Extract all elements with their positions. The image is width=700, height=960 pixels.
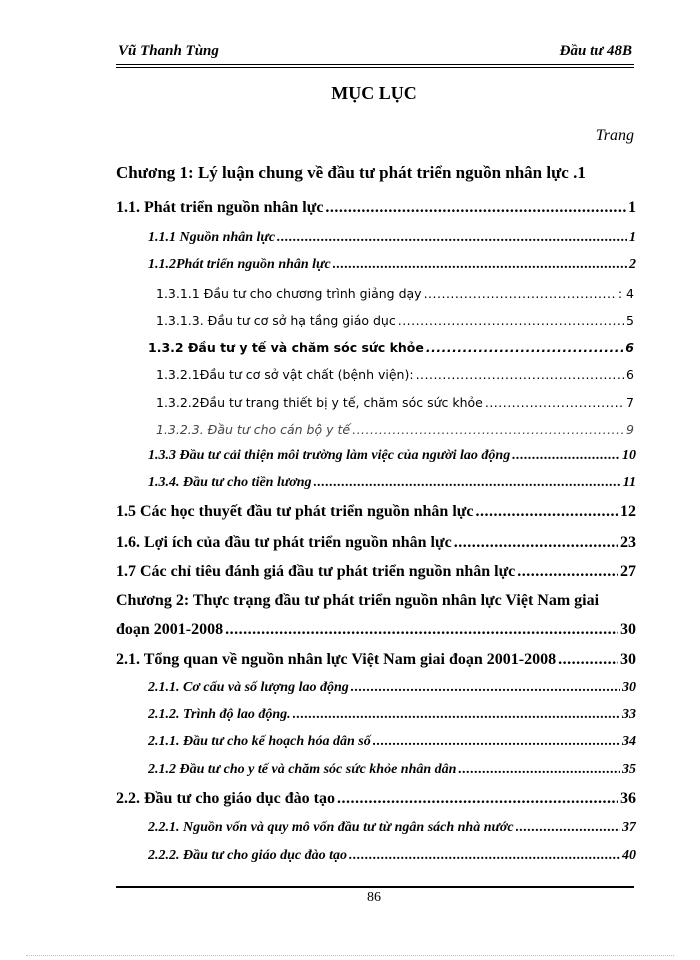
toc-entry-page: 33 (622, 707, 636, 722)
toc-entry-text: 1.1.1 Nguồn nhân lực (148, 230, 276, 245)
toc-entry-text: 2.2. Đầu tư cho giáo dục đào tạo (116, 790, 335, 807)
header-author: Vũ Thanh Tùng (118, 43, 219, 59)
toc-dot-leader (337, 790, 618, 808)
toc-entry-text: 1.5 Các học thuyết đầu tư phát triển nguồn nhân lực (116, 503, 474, 520)
toc-entry-text: 2.2.2. Đầu tư cho giáo dục đào tạo (148, 848, 347, 863)
toc-entry[interactable] (148, 475, 636, 491)
toc-entry-text: 1.1.2Phát triển nguồn nhân lực (148, 257, 331, 272)
toc-entry-page: 27 (620, 563, 636, 580)
toc-entry-page: 6 (626, 367, 634, 382)
toc-entry-text: 1.3.2.1Đầu tư cơ sở vật chất (bệnh viện): (156, 367, 414, 382)
toc-entry-text: 1.7 Các chỉ tiêu đánh giá đầu tư phát triển nguồn nhân lực (116, 563, 516, 580)
toc-dot-leader (426, 340, 623, 355)
toc-dot-leader (314, 475, 621, 491)
toc-entry[interactable] (148, 820, 636, 836)
toc-entry[interactable] (148, 680, 636, 696)
toc-entry-page: 9 (626, 422, 634, 437)
toc-dot-leader (485, 395, 624, 410)
page-column-label: Trang (595, 127, 634, 144)
toc-chapter-2-line2[interactable] (116, 621, 636, 639)
toc-entry[interactable] (116, 563, 636, 581)
toc-entry-page: 10 (622, 448, 636, 463)
toc-entry-page: 36 (620, 790, 636, 807)
toc-entry-page: 23 (620, 534, 636, 551)
toc-entry[interactable] (116, 503, 636, 521)
toc-entry-text: 1.3.2.2Đầu tư trang thiết bị y tế, chăm sóc sức khỏe (156, 395, 483, 410)
header-rule-double (116, 67, 634, 68)
toc-entry-text: 1.3.1.1 Đầu tư cho chương trình giảng dạy (156, 286, 422, 301)
toc-entry[interactable] (116, 199, 636, 217)
toc-entry-text: 2.1.1. Đầu tư cho kế hoạch hóa dân số (148, 734, 371, 749)
toc-chapter-1[interactable] (116, 163, 586, 183)
toc-entry[interactable] (148, 340, 634, 355)
toc-entry[interactable] (148, 257, 636, 273)
toc-entry[interactable] (148, 762, 636, 778)
toc-entry[interactable] (116, 790, 636, 808)
toc-entry-dots: . (573, 163, 578, 182)
toc-entry-text: 2.1.2 Đầu tư cho y tế và chăm sóc sức khỏe nhân dân (148, 762, 457, 777)
toc-dot-leader (517, 563, 618, 581)
toc-entry[interactable] (156, 422, 634, 437)
toc-dot-leader (277, 230, 627, 246)
header-rule (116, 64, 634, 65)
toc-entry-page: : 4 (617, 286, 634, 301)
toc-entry-page: 5 (626, 313, 634, 328)
toc-entry-text: 1.3.3 Đầu tư cải thiện môi trường làm việc của người lao động (148, 448, 511, 463)
toc-dot-leader (398, 313, 624, 328)
toc-entry[interactable] (148, 848, 636, 864)
toc-dot-leader (512, 448, 620, 464)
toc-entry[interactable] (116, 651, 636, 669)
toc-entry-page: 30 (622, 680, 636, 695)
toc-dot-leader (351, 680, 620, 696)
toc-entry-text: 1.3.4. Đầu tư cho tiền lương (148, 475, 312, 490)
running-header (116, 40, 634, 64)
toc-dot-leader (225, 621, 618, 639)
toc-dot-leader (293, 707, 620, 723)
toc-entry-page: 2 (629, 257, 636, 272)
toc-dot-leader (416, 367, 624, 382)
toc-dot-leader (424, 286, 616, 301)
toc-entry[interactable] (156, 313, 634, 328)
toc-entry-page: 30 (620, 621, 636, 638)
toc-entry-page: 1 (628, 199, 636, 216)
toc-entry-text: 2.1.1. Cơ cấu và số lượng lao động (148, 680, 349, 695)
page-title: MỤC LỤC (331, 83, 417, 103)
footer-rule (116, 886, 634, 888)
toc-entry-page: 30 (620, 651, 636, 668)
toc-dot-leader (454, 534, 618, 552)
toc-dot-leader (349, 848, 620, 864)
toc-entry-text: Chương 1: Lý luận chung về đầu tư phát triển nguồn nhân lực (116, 163, 569, 182)
toc-entry-text: 2.1.2. Trình độ lao động. (148, 707, 291, 722)
toc-entry[interactable] (148, 230, 636, 246)
toc-entry[interactable] (148, 448, 636, 464)
toc-dot-leader (475, 503, 618, 521)
toc-entry-text: 2.2.1. Nguồn vốn và quy mô vốn đầu tư từ ngân sách nhà nước (148, 820, 514, 835)
toc-entry-page: 40 (622, 848, 636, 863)
toc-dot-leader (325, 199, 626, 217)
toc-dot-leader (333, 257, 627, 273)
toc-entry[interactable] (156, 367, 634, 382)
toc-entry-page: 11 (622, 475, 636, 490)
toc-dot-leader (373, 734, 620, 750)
toc-entry-text: 2.1. Tổng quan về nguồn nhân lực Việt Nam giai đoạn 2001-2008 (116, 651, 557, 668)
toc-entry[interactable] (116, 534, 636, 552)
toc-entry-page: 12 (620, 503, 636, 520)
toc-entry[interactable] (148, 734, 636, 750)
toc-entry-page: 34 (622, 734, 636, 749)
toc-dot-leader (352, 422, 624, 437)
toc-entry-page: 1 (577, 163, 586, 182)
toc-entry-page: 37 (622, 820, 636, 835)
header-class: Đầu tư 48B (559, 43, 632, 59)
toc-entry-page: 1 (629, 230, 636, 245)
toc-entry-text: 1.6. Lợi ích của đầu tư phát triển nguồn nhân lực (116, 534, 452, 551)
toc-entry[interactable] (156, 395, 634, 410)
toc-entry[interactable] (156, 286, 634, 301)
page-number: 86 (367, 890, 381, 905)
toc-entry-text: 1.1. Phát triển nguồn nhân lực (116, 199, 324, 216)
toc-chapter-2-line1[interactable]: Chương 2: Thực trạng đầu tư phát triển nguồn nhân lực Việt Nam giai (116, 592, 600, 609)
toc-entry-page: 7 (626, 395, 634, 410)
toc-entry-text: 1.3.1.3. Đầu tư cơ sở hạ tầng giáo dục (156, 313, 396, 328)
toc-entry-page: 35 (622, 762, 636, 777)
toc-dot-leader (558, 651, 618, 669)
toc-entry-text: đoạn 2001-2008 (116, 621, 224, 638)
toc-dot-leader (516, 820, 620, 836)
toc-entry-page: 6 (625, 340, 634, 355)
toc-entry-text: 1.3.2 Đầu tư y tế và chăm sóc sức khỏe (148, 340, 424, 355)
toc-dot-leader (458, 762, 620, 778)
page-bottom-rule (26, 955, 674, 956)
toc-entry-text: 1.3.2.3. Đầu tư cho cán bộ y tế (156, 422, 351, 437)
toc-entry[interactable] (148, 707, 636, 723)
